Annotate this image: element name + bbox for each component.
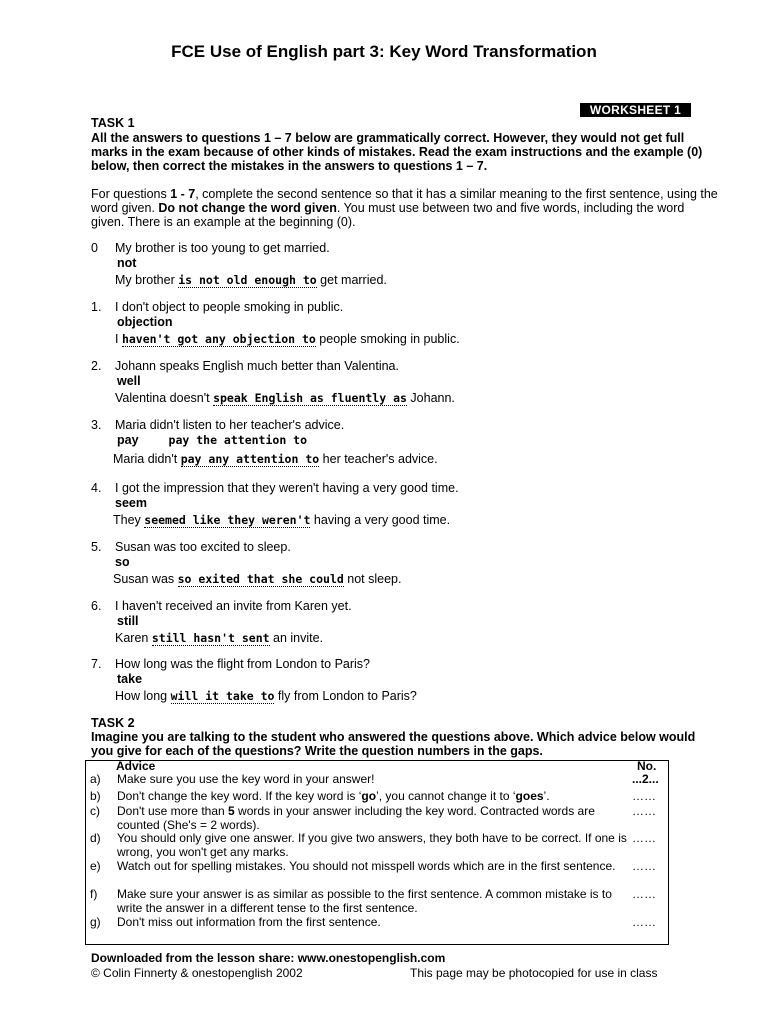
handwritten-answer: speak English as fluently as	[213, 391, 407, 405]
advice-text: Make sure you use the key word in your answer!	[117, 772, 375, 786]
task2-intro: Imagine you are talking to the student who answered the questions above. Which advice below would you give for each of the questions? Write the question numbers in the gaps.	[91, 730, 696, 758]
footer-download: Downloaded from the lesson share: www.onestopenglish.com	[91, 951, 446, 965]
worksheet-badge: WORKSHEET 1	[580, 103, 691, 117]
question-sentence: I haven't received an invite from Karen yet.	[115, 599, 352, 613]
answer-gap[interactable]: ……	[632, 887, 656, 901]
row-letter: a)	[90, 772, 101, 786]
handwritten-note: pay the attention to	[168, 433, 308, 447]
advice-column-header: Advice	[116, 759, 156, 773]
key-word-line	[117, 433, 307, 447]
question-sentence: I don't object to people smoking in public.	[115, 300, 344, 314]
question-number: 6.	[91, 599, 102, 613]
question-sentence: I got the impression that they weren't having a very good time.	[115, 481, 459, 495]
row-letter: c)	[90, 804, 100, 818]
answer-prefix: Maria didn't	[113, 452, 181, 466]
answer-suffix: fly from London to Paris?	[274, 689, 417, 703]
question-sentence: Maria didn't listen to her teacher's advice.	[115, 418, 345, 432]
answer-suffix: people smoking in public.	[315, 332, 460, 346]
answer-gap[interactable]: ……	[632, 859, 656, 873]
handwritten-answer: haven't got any objection to	[121, 332, 316, 346]
task1-intro: All the answers to questions 1 – 7 below are grammatically correct. However, they would not get full marks in the exam because of other kinds of mistakes. Read the exam instructions and the example (0) below, then correct the mistakes in the answers to questions 1 – 7.	[91, 131, 703, 173]
row-letter: f)	[90, 887, 98, 901]
task2-heading: TASK 2	[91, 716, 135, 730]
question-number: 2.	[91, 359, 102, 373]
advice-text: Don't change the key word. If the key word is ‘go’, you cannot change it to ‘goes’.	[117, 789, 550, 803]
answer-prefix: My brother	[115, 273, 179, 287]
answer-suffix: not sleep.	[343, 572, 402, 586]
answer-suffix: an invite.	[269, 631, 324, 645]
handwritten-answer: seemed like they weren't	[144, 513, 311, 527]
answer-prefix: Valentina doesn't	[115, 391, 214, 405]
instr-text: For questions	[91, 187, 171, 201]
question-number: 5.	[91, 540, 102, 554]
answer-line	[115, 332, 460, 346]
answer-gap[interactable]: ……	[632, 804, 656, 818]
answer-prefix: Susan was	[113, 572, 178, 586]
question-sentence: Susan was too excited to sleep.	[115, 540, 291, 554]
instr-text: . You must use between two and five words, including the word given. There is an example at the beginning (0).	[91, 201, 685, 229]
answer-line	[115, 273, 387, 287]
answer-line	[115, 631, 323, 645]
task1-heading: TASK 1	[91, 116, 135, 130]
answer-suffix: having a very good time.	[310, 513, 451, 527]
question-number: 0	[91, 241, 98, 255]
answer-suffix: get married.	[316, 273, 387, 287]
handwritten-answer: so exited that she could	[177, 572, 344, 586]
answer-line	[115, 689, 417, 703]
key-word: seem	[115, 496, 147, 510]
question-number: 4.	[91, 481, 102, 495]
answer-prefix: Karen	[115, 631, 152, 645]
answer-prefix: They	[113, 513, 145, 527]
answer-suffix: Johann.	[406, 391, 455, 405]
instr-emphasis: Do not change the word given	[158, 201, 337, 215]
answer-prefix: How long	[115, 689, 171, 703]
key-word: take	[117, 672, 143, 686]
question-sentence: How long was the flight from London to Paris?	[115, 657, 370, 671]
advice-text: Watch out for spelling mistakes. You should not misspell words which are in the first sentence.	[117, 859, 616, 873]
page-title: FCE Use of English part 3: Key Word Transformation	[171, 42, 597, 61]
advice-text: You should only give one answer. If you give two answers, they both have to be correct. If one is wrong, you won't get any marks.	[117, 831, 627, 859]
answer-gap[interactable]: ……	[632, 789, 656, 803]
advice-text: Make sure your answer is as similar as possible to the first sentence. A common mistake is to write the answer in a different tense to the first sentence.	[117, 887, 612, 915]
answer-line	[113, 572, 401, 586]
footer-photocopy-note: This page may be photocopied for use in class	[410, 966, 658, 980]
question-number: 1.	[91, 300, 102, 314]
key-word: well	[117, 374, 141, 388]
key-word: so	[115, 555, 130, 569]
row-letter: b)	[90, 789, 101, 803]
instr-text: , complete the second sentence so that it has a similar meaning to the first sentence, using the word given.	[91, 187, 718, 215]
question-number: 7.	[91, 657, 102, 671]
row-letter: g)	[90, 915, 101, 929]
answer-line	[115, 391, 455, 405]
key-word: objection	[117, 315, 173, 329]
key-word: still	[117, 614, 139, 628]
answer-line	[113, 452, 438, 466]
question-number: 3.	[91, 418, 102, 432]
advice-text: Don't use more than 5 words in your answer including the key word. Contracted words are counted (She's = 2 words).	[117, 804, 595, 832]
footer-copyright: © Colin Finnerty & onestopenglish 2002	[91, 966, 303, 980]
number-column-header: No.	[637, 759, 657, 773]
answer-prefix: I	[115, 332, 122, 346]
row-letter: d)	[90, 831, 101, 845]
row-letter: e)	[90, 859, 101, 873]
answer-gap[interactable]: ……	[632, 915, 656, 929]
answer-line	[113, 513, 450, 527]
answer-suffix: her teacher's advice.	[319, 452, 438, 466]
question-sentence: Johann speaks English much better than Valentina.	[115, 359, 399, 373]
handwritten-answer: is not old enough to	[178, 273, 317, 287]
handwritten-answer: still hasn't sent	[151, 631, 270, 645]
answer-gap[interactable]: ……	[632, 831, 656, 845]
question-sentence: My brother is too young to get married.	[115, 241, 330, 255]
handwritten-answer: will it take to	[170, 689, 275, 703]
handwritten-answer: pay any attention to	[180, 452, 320, 466]
key-word: pay	[117, 433, 139, 447]
advice-text: Don't miss out information from the first sentence.	[117, 915, 381, 929]
answer-gap[interactable]: ...2...	[632, 772, 659, 786]
instr-range: 1 - 7	[170, 187, 196, 201]
key-word: not	[117, 256, 137, 270]
task1-instructions	[91, 187, 721, 229]
